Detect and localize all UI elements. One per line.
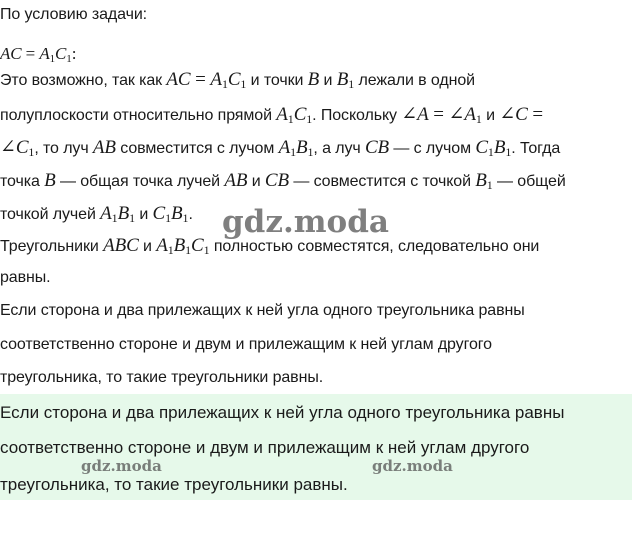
- watermark-main: gdz.moda: [222, 204, 389, 240]
- paragraph-line-1: Это возможно, так как AC = $A_1C_1$ и точки B и $B_1$ лежали в одной: [0, 69, 475, 91]
- intro-text: По условию задачи:: [0, 6, 147, 23]
- theorem-line-2: соответственно стороне и двум и прилежащим к ней углам другого: [0, 336, 492, 353]
- paragraph-line-7: равны.: [0, 269, 51, 286]
- paragraph-line-2: полуплоскости относительно прямой $A_1C_1$. Поскольку ∠A = $\angle A_1$ и ∠C =: [0, 104, 544, 126]
- theorem-line-1: Если сторона и два прилежащих к ней угла одного треугольника равны: [0, 302, 525, 319]
- paragraph-line-5: точкой лучей $A_1B_1$ и $C_1B_1$.: [0, 203, 193, 225]
- equation-line: [0, 44, 76, 64]
- equation: AC = $A_1C_1$:: [0, 44, 77, 65]
- paragraph-line-6: Треугольники ABC и $A_1B_1C_1$ полностью совместятся, следовательно они: [0, 235, 540, 257]
- highlighted-line-2: соответственно стороне и двум и прилежащим к ней углам другого: [0, 438, 530, 457]
- paragraph-line-3: $\angle C_1$, то луч AB совместится с лучом $A_1B_1$, а луч CB — с лучом $C_1B_1$. Тогда: [0, 137, 561, 159]
- watermark-small-right: gdz.moda: [372, 457, 453, 475]
- theorem-line-3: треугольника, то такие треугольники равны.: [0, 369, 324, 386]
- watermark-small-left: gdz.moda: [81, 457, 162, 475]
- highlighted-line-1: Если сторона и два прилежащих к ней угла одного треугольника равны: [0, 403, 565, 422]
- paragraph-line-4: точка B — общая точка лучей AB и CB — совместится с точкой $B_1$ — общей: [0, 170, 566, 192]
- highlighted-line-3: треугольника, то такие треугольники равны.: [0, 475, 348, 494]
- highlighted-theorem-box: [0, 394, 632, 500]
